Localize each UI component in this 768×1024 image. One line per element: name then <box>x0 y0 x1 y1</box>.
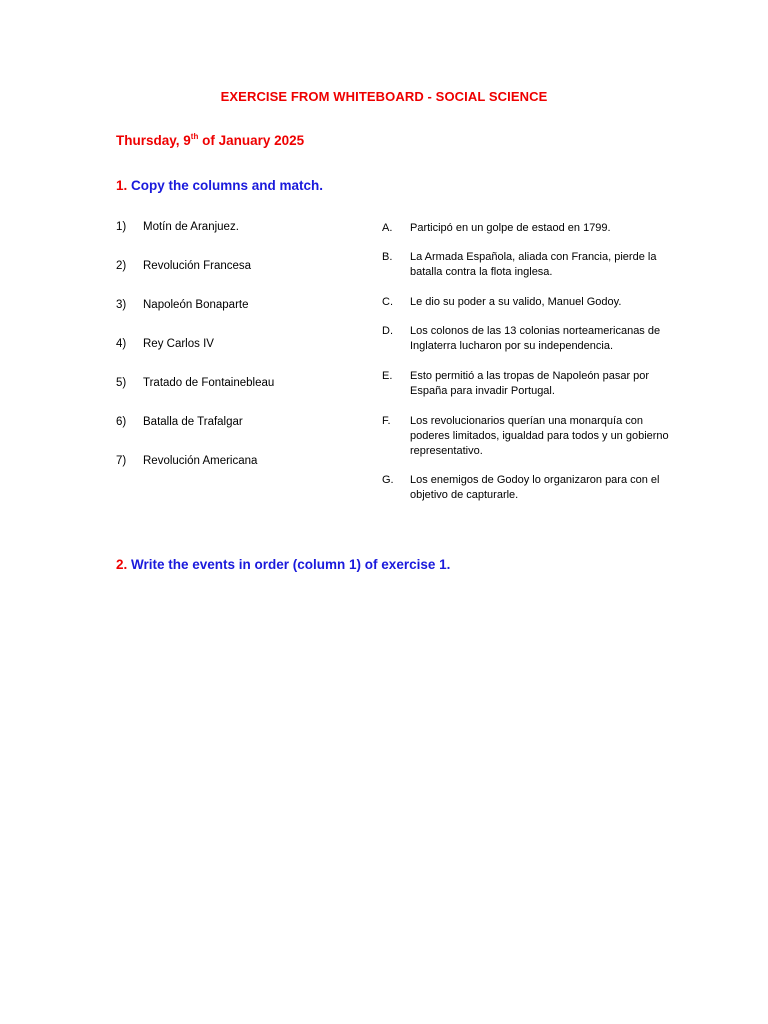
date-prefix: Thursday, 9 <box>116 133 191 148</box>
right-item-text: La Armada Española, aliada con Francia, pierde la batalla contra la flota inglesa. <box>410 251 657 278</box>
date-suffix: of January 2025 <box>198 133 305 148</box>
right-item-b <box>382 250 672 280</box>
right-item-f <box>382 414 672 459</box>
left-item-number: 2) <box>116 260 127 272</box>
document-title: EXERCISE FROM WHITEBOARD - SOCIAL SCIENCE <box>220 89 548 104</box>
left-item-2 <box>116 260 251 272</box>
right-item-d <box>382 324 672 354</box>
right-item-text: Esto permitió a las tropas de Napoleón pasar por España para invadir Portugal. <box>410 370 650 397</box>
left-item-5 <box>116 377 274 389</box>
left-item-text: Batalla de Trafalgar <box>143 416 243 428</box>
right-item-letter: B. <box>382 251 393 263</box>
right-item-text: Los enemigos de Godoy lo organizaron para con el objetivo de capturarle. <box>410 474 660 501</box>
left-item-number: 6) <box>116 416 127 428</box>
exercise-2-text: Write the events in order (column 1) of exercise 1. <box>127 557 451 572</box>
left-item-7 <box>116 455 257 467</box>
right-item-letter: D. <box>382 325 393 337</box>
right-item-letter: A. <box>382 222 393 234</box>
exercise-1-text: Copy the columns and match. <box>127 178 324 193</box>
left-item-number: 7) <box>116 455 127 467</box>
right-item-text: Los colonos de las 13 colonias norteamericanas de Inglaterra lucharon por su independencia. <box>410 325 661 352</box>
date-line <box>116 133 304 148</box>
right-item-letter: E. <box>382 370 393 382</box>
left-item-4 <box>116 338 214 350</box>
right-item-text: Los revolucionarios querían una monarquía con poderes limitados, igualdad para todos y un gobierno representativo. <box>410 415 669 457</box>
left-item-number: 5) <box>116 377 127 389</box>
exercise-2-number: 2. <box>116 557 128 572</box>
left-item-6 <box>116 416 243 428</box>
right-item-letter: G. <box>382 474 394 486</box>
date-superscript: th <box>190 132 199 141</box>
left-item-number: 1) <box>116 221 127 233</box>
right-item-a <box>382 221 672 236</box>
exercise-2-heading <box>116 557 450 572</box>
right-item-text: Participó en un golpe de estaod en 1799. <box>410 222 611 234</box>
left-item-text: Motín de Aranjuez. <box>143 221 239 233</box>
right-item-e <box>382 369 672 399</box>
left-item-text: Napoleón Bonaparte <box>143 299 249 311</box>
left-item-number: 4) <box>116 338 127 350</box>
left-item-text: Revolución Francesa <box>143 260 252 272</box>
exercise-1-heading <box>116 178 323 193</box>
right-item-letter: C. <box>382 296 393 308</box>
right-item-g <box>382 473 672 503</box>
left-item-3 <box>116 299 249 311</box>
right-item-text: Le dio su poder a su valido, Manuel Godoy. <box>410 296 622 308</box>
right-item-c <box>382 295 672 310</box>
left-item-text: Tratado de Fontainebleau <box>143 377 275 389</box>
right-item-letter: F. <box>382 415 391 427</box>
exercise-1-number: 1. <box>116 178 128 193</box>
left-item-text: Rey Carlos IV <box>143 338 214 350</box>
left-item-text: Revolución Americana <box>143 455 258 467</box>
left-item-1 <box>116 221 239 233</box>
left-item-number: 3) <box>116 299 127 311</box>
